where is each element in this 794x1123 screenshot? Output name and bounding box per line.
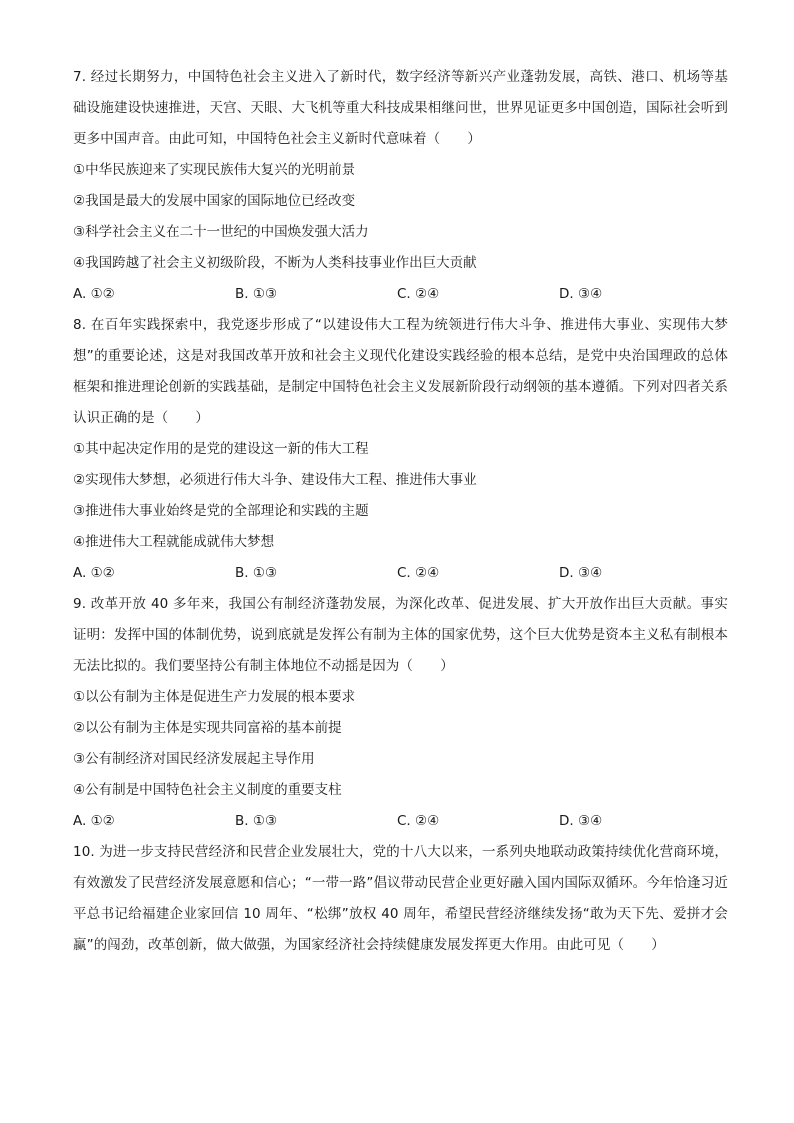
option-3: ③科学社会主义在二十一世纪的中国焕发强大活力: [73, 224, 369, 240]
choice-c: C. ②④: [397, 565, 440, 581]
option-1: ①中华民族迎来了实现民族伟大复兴的光明前景: [73, 162, 356, 178]
option-3: ③公有制经济对国民经济发展起主导作用: [73, 751, 315, 767]
choice-c: C. ②④: [397, 286, 440, 302]
option-1: ①以公有制为主体是促进生产力发展的根本要求: [73, 689, 356, 705]
question-stem: 9. 改革开放 40 多年来，我国公有制经济蓬勃发展，为深化改革、促进发展、扩大开放作出巨大贡献。事实证明：发挥中国的体制优势，说到底就是发挥公有制为主体的国家优势，这个巨大优势是资本主义私有制根本无法比拟的。我们要坚持公有制主体地位不动摇是因为（ ）: [73, 596, 728, 674]
choice-d: D. ③④: [559, 813, 603, 829]
choice-d: D. ③④: [559, 565, 603, 581]
question-stem: 10. 为进一步支持民营经济和民营企业发展壮大，党的十八大以来，一系列央地联动政策持续优化营商环境，有效激发了民营经济发展意愿和信心；“一带一路”倡议带动民营企业更好融入国内国际双循环。今年恰逢习近平总书记给福建企业家回信 10 周年、“松绑”放权 40 周年，希望民营经济继续发扬“敢为天下先、爱拼才会赢”的闯劲，改革创新，做大做强，为国家经济社会持续健康发展发挥更大作用。由此可见（ ）: [73, 844, 728, 953]
option-2: ②以公有制为主体是实现共同富裕的基本前提: [73, 720, 342, 736]
question-8: [73, 310, 728, 589]
choice-b: B. ①③: [235, 813, 278, 829]
answer-choices: [73, 279, 728, 310]
choice-a: A. ①②: [73, 286, 115, 302]
option-4: ④推进伟大工程就能成就伟大梦想: [73, 534, 275, 550]
option-4: ④我国跨越了社会主义初级阶段，不断为人类科技事业作出巨大贡献: [73, 255, 477, 271]
question-7: [73, 62, 728, 310]
choice-b: B. ①③: [235, 286, 278, 302]
answer-choices: [73, 806, 728, 837]
choice-d: D. ③④: [559, 286, 603, 302]
question-stem: 7. 经过长期努力，中国特色社会主义进入了新时代，数字经济等新兴产业蓬勃发展，高铁、港口、机场等基础设施建设快速推进，天宫、天眼、大飞机等重大科技成果相继问世，世界见证更多中国创造，国际社会听到更多中国声音。由此可知，中国特色社会主义新时代意味着（ ）: [73, 69, 728, 147]
choice-c: C. ②④: [397, 813, 440, 829]
option-2: ②实现伟大梦想，必须进行伟大斗争、建设伟大工程、推进伟大事业: [73, 472, 477, 488]
choice-a: A. ①②: [73, 565, 115, 581]
option-3: ③推进伟大事业始终是党的全部理论和实践的主题: [73, 503, 369, 519]
choice-b: B. ①③: [235, 565, 278, 581]
exam-page: [73, 62, 728, 961]
option-4: ④公有制是中国特色社会主义制度的重要支柱: [73, 782, 342, 798]
choice-a: A. ①②: [73, 813, 115, 829]
option-2: ②我国是最大的发展中国家的国际地位已经改变: [73, 193, 356, 209]
answer-choices: [73, 558, 728, 589]
question-9: [73, 589, 728, 837]
option-1: ①其中起决定作用的是党的建设这一新的伟大工程: [73, 441, 369, 457]
question-stem: 8. 在百年实践探索中，我党逐步形成了“以建设伟大工程为统领进行伟大斗争、推进伟大事业、实现伟大梦想”的重要论述，这是对我国改革开放和社会主义现代化建设实践经验的根本总结，是党中央治国理政的总体框架和推进理论创新的实践基础，是制定中国特色社会主义发展新阶段行动纲领的基本遵循。下列对四者关系认识正确的是（ ）: [73, 317, 728, 426]
question-10: [73, 837, 728, 961]
